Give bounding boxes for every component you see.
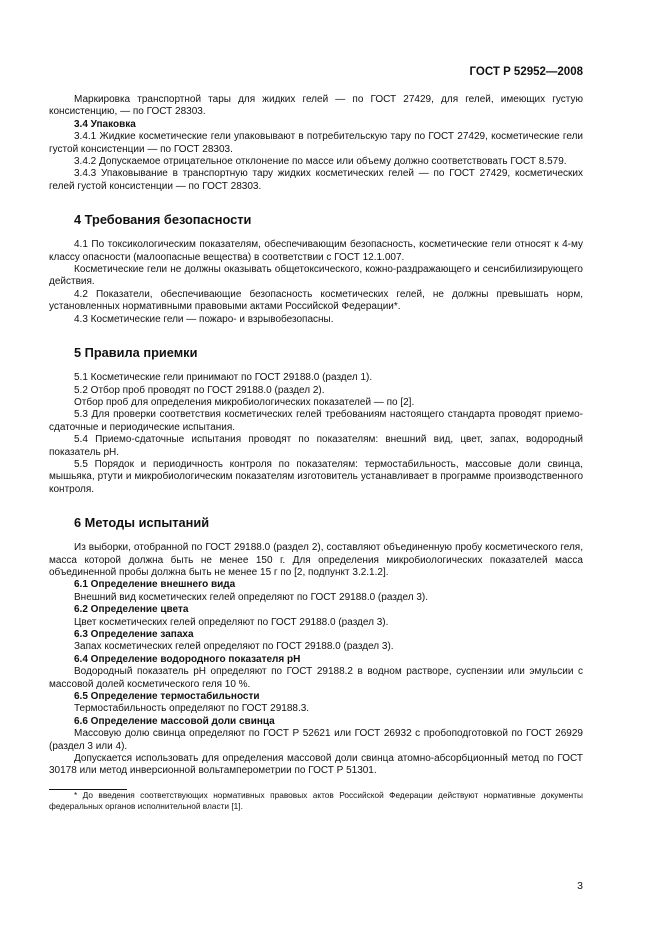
paragraph-3-4-3: 3.4.3 Упаковывание в транспортную тару жидких косметических гелей — по ГОСТ 27429, косметических гелей густой консистенции — по ГОСТ 28303.	[49, 168, 583, 192]
paragraph-4-1: 4.1 По токсикологическим показателям, обеспечивающим безопасность, косметические гели относят к 4-му классу опасности (малоопасные вещества) в соответствии с ГОСТ 12.1.007.	[49, 239, 583, 263]
paragraph-6-4: Водородный показатель pH определяют по ГОСТ 29188.2 в водном растворе, суспензии или эмульсии с массовой долей косметического геля 10 %.	[49, 666, 583, 690]
paragraph-marking: Маркировка транспортной тары для жидких гелей — по ГОСТ 27429, для гелей, имеющих густую консистенцию, — по ГОСТ 28303.	[49, 94, 583, 118]
paragraph-5-5: 5.5 Порядок и периодичность контроля по показателям: термостабильность, массовые доли свинца, мышьяка, ртути и микробиологическим показателям изготовитель устанавливает в программе производственного контроля.	[49, 458, 583, 495]
paragraph-3-4-1: 3.4.1 Жидкие косметические гели упаковывают в потребительскую тару по ГОСТ 27429, косметические гели густой консистенции — по ГОСТ 28303.	[49, 131, 583, 155]
subheading-6-4: 6.4 Определение водородного показателя pH	[74, 653, 301, 665]
paragraph-3-4-2: 3.4.2 Допускаемое отрицательное отклонение по массе или объему должно соответствовать ГОСТ 8.579.	[74, 156, 567, 168]
paragraph-6-6b: Допускается использовать для определения массовой доли свинца атомно-абсорбционный метод по ГОСТ 30178 или метод инверсионной вольтамперометрии по ГОСТ Р 51301.	[49, 753, 583, 777]
subheading-6-2: 6.2 Определение цвета	[74, 604, 189, 616]
paragraph-6-6: Массовую долю свинца определяют по ГОСТ Р 52621 или ГОСТ 26932 с пробоподготовкой по ГОСТ 26929 (раздел 3 или 4).	[49, 728, 583, 752]
subheading-6-5: 6.5 Определение термостабильности	[74, 691, 260, 703]
document-body	[49, 94, 583, 812]
paragraph-6-3: Запах косметических гелей определяют по ГОСТ 29188.0 (раздел 3).	[74, 641, 394, 653]
paragraph-5-2: 5.2 Отбор проб проводят по ГОСТ 29188.0 (раздел 2).	[74, 384, 325, 396]
section-heading-5: 5 Правила приемки	[74, 345, 198, 361]
page-number: 3	[577, 880, 583, 892]
section-heading-4: 4 Требования безопасности	[74, 212, 252, 228]
paragraph-6-intro: Из выборки, отобранной по ГОСТ 29188.0 (раздел 2), составляют объединенную пробу косметического геля, масса которой должна быть не менее 150 г. Для определения микробиологических показателей масса объединенной пробы должна быть не менее 15 г по [2, подпункт 3.2.1.2].	[49, 542, 583, 578]
footnote: * До введения соответствующих нормативных правовых актов Российской Федерации действуют нормативные документы федеральных органов исполнительной власти [1].	[49, 789, 583, 811]
subheading-3-4: 3.4 Упаковка	[74, 118, 136, 130]
paragraph-5-4: 5.4 Приемо-сдаточные испытания проводят по показателям: внешний вид, цвет, запах, водородный показатель pH.	[49, 434, 583, 458]
paragraph-6-2: Цвет косметических гелей определяют по ГОСТ 29188.0 (раздел 3).	[74, 616, 389, 628]
subheading-6-3: 6.3 Определение запаха	[74, 629, 194, 640]
paragraph-5-3: 5.3 Для проверки соответствия косметических гелей требованиям настоящего стандарта проводят приемо-сдаточные и периодические испытания.	[49, 409, 583, 433]
paragraph-5-2b: Отбор проб для определения микробиологических показателей — по [2].	[74, 396, 415, 408]
paragraph-4-2: 4.2 Показатели, обеспечивающие безопасность косметических гелей, не должны превышать норм, установленных нормативными правовыми актами Российской Федерации*.	[49, 288, 583, 313]
paragraph-6-5: Термостабильность определяют по ГОСТ 29188.3.	[74, 703, 310, 715]
document-code-header: ГОСТ Р 52952—2008	[469, 66, 583, 78]
paragraph-6-1: Внешний вид косметических гелей определяют по ГОСТ 29188.0 (раздел 3).	[74, 591, 428, 603]
subheading-6-1: 6.1 Определение внешнего вида	[74, 579, 236, 591]
paragraph-4-1b: Косметические гели не должны оказывать общетоксического, кожно-раздражающего и сенсибилизирующего действия.	[49, 264, 583, 288]
subheading-6-6: 6.6 Определение массовой доли свинца	[74, 715, 275, 727]
section-heading-6: 6 Методы испытаний	[74, 515, 210, 531]
paragraph-4-3: 4.3 Косметические гели — пожаро- и взрывобезопасны.	[74, 313, 334, 325]
paragraph-5-1: 5.1 Косметические гели принимают по ГОСТ 29188.0 (раздел 1).	[74, 372, 373, 384]
